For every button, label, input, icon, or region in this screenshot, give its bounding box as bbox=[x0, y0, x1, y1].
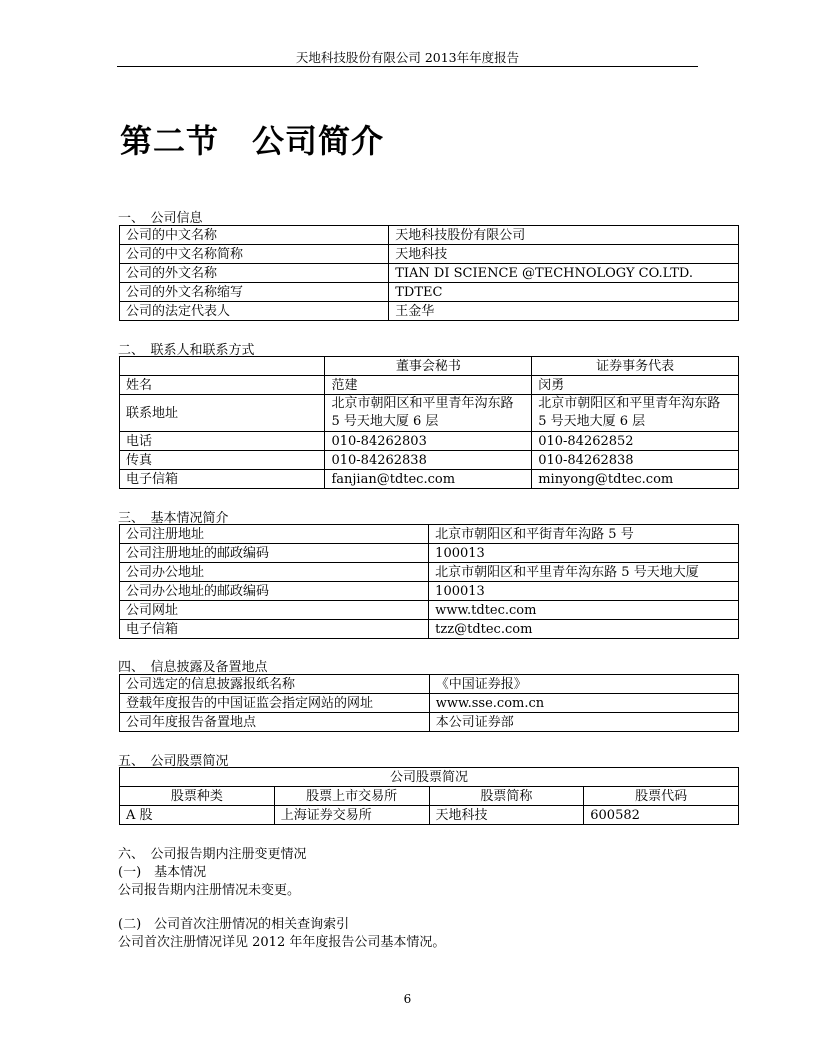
row-value: 天地科技股份有限公司 bbox=[389, 226, 739, 245]
table-row bbox=[120, 582, 739, 601]
row-label: 公司的中文名称简称 bbox=[120, 245, 389, 264]
row-label: 公司的外文名称 bbox=[120, 264, 389, 283]
row-label: 姓名 bbox=[120, 376, 325, 395]
section-3-title: 三、 基本情况简介 bbox=[118, 511, 229, 526]
row-label: 公司的法定代表人 bbox=[120, 302, 389, 321]
row-value: 北京市朝阳区和平街青年沟路 5 号 bbox=[429, 525, 739, 544]
column-header: 证券事务代表 bbox=[532, 357, 739, 376]
column-header: 董事会秘书 bbox=[325, 357, 532, 376]
table-row bbox=[120, 302, 739, 321]
row-label: 电子信箱 bbox=[120, 470, 325, 489]
table-row bbox=[120, 226, 739, 245]
cell: 600582 bbox=[584, 806, 739, 825]
row-label: 公司选定的信息披露报纸名称 bbox=[120, 675, 430, 694]
row-label: 公司办公地址 bbox=[120, 563, 429, 582]
cell: 闵勇 bbox=[532, 376, 739, 395]
table-caption-row bbox=[120, 768, 739, 787]
page-title: 第二节 公司简介 bbox=[120, 122, 385, 160]
table-row bbox=[120, 694, 739, 713]
table-row bbox=[120, 806, 739, 825]
header-rule bbox=[117, 66, 698, 67]
row-label: 公司的中文名称 bbox=[120, 226, 389, 245]
subsection-2-title: (二) 公司首次注册情况的相关查询索引 bbox=[118, 917, 350, 932]
table-row bbox=[120, 264, 739, 283]
row-value: TDTEC bbox=[389, 283, 739, 302]
table-row bbox=[120, 432, 739, 451]
page-number: 6 bbox=[403, 992, 412, 1006]
table-header-row bbox=[120, 357, 739, 376]
table-caption: 公司股票简况 bbox=[120, 768, 739, 787]
row-value: www.tdtec.com bbox=[429, 601, 739, 620]
row-value: 《中国证券报》 bbox=[429, 675, 738, 694]
subsection-1-title: (一) 基本情况 bbox=[118, 865, 207, 880]
cell: 北京市朝阳区和平里青年沟东路 5 号天地大厦 6 层 bbox=[532, 395, 739, 432]
header-empty-cell bbox=[120, 357, 325, 376]
column-header: 股票简称 bbox=[429, 787, 584, 806]
contacts-table bbox=[119, 356, 739, 489]
section-6-title: 六、 公司报告期内注册变更情况 bbox=[118, 847, 307, 862]
row-value: 天地科技 bbox=[389, 245, 739, 264]
table-row bbox=[120, 544, 739, 563]
disclosure-table bbox=[119, 674, 739, 732]
row-label: 公司年度报告备置地点 bbox=[120, 713, 430, 732]
cell: 天地科技 bbox=[429, 806, 584, 825]
row-value: 王金华 bbox=[389, 302, 739, 321]
row-label: 公司注册地址 bbox=[120, 525, 429, 544]
cell: 上海证券交易所 bbox=[274, 806, 429, 825]
row-value: tzz@tdtec.com bbox=[429, 620, 739, 639]
cell: 范建 bbox=[325, 376, 532, 395]
cell: 010-84262852 bbox=[532, 432, 739, 451]
cell: minyong@tdtec.com bbox=[532, 470, 739, 489]
cell: 010-84262838 bbox=[325, 451, 532, 470]
table-row bbox=[120, 470, 739, 489]
table-row bbox=[120, 395, 739, 432]
section-4-title: 四、 信息披露及备置地点 bbox=[118, 660, 268, 675]
table-row bbox=[120, 525, 739, 544]
row-label: 联系地址 bbox=[120, 395, 325, 432]
table-row bbox=[120, 675, 739, 694]
row-label: 公司网址 bbox=[120, 601, 429, 620]
row-label: 公司的外文名称缩写 bbox=[120, 283, 389, 302]
row-label: 公司办公地址的邮政编码 bbox=[120, 582, 429, 601]
column-header: 股票代码 bbox=[584, 787, 739, 806]
basic-info-table bbox=[119, 524, 739, 639]
section-5-title: 五、 公司股票简况 bbox=[118, 754, 229, 769]
row-value: www.sse.com.cn bbox=[429, 694, 738, 713]
cell: 北京市朝阳区和平里青年沟东路 5 号天地大厦 6 层 bbox=[325, 395, 532, 432]
cell: 010-84262803 bbox=[325, 432, 532, 451]
cell: fanjian@tdtec.com bbox=[325, 470, 532, 489]
row-value: TIAN DI SCIENCE @TECHNOLOGY CO.LTD. bbox=[389, 264, 739, 283]
subsection-2-text: 公司首次注册情况详见 2012 年年度报告公司基本情况。 bbox=[118, 935, 446, 950]
row-label: 登载年度报告的中国证监会指定网站的网址 bbox=[120, 694, 430, 713]
subsection-1-text: 公司报告期内注册情况未变更。 bbox=[118, 883, 301, 898]
row-label: 电子信箱 bbox=[120, 620, 429, 639]
row-value: 本公司证券部 bbox=[429, 713, 738, 732]
table-row bbox=[120, 283, 739, 302]
table-row bbox=[120, 563, 739, 582]
row-label: 公司注册地址的邮政编码 bbox=[120, 544, 429, 563]
column-header: 股票上市交易所 bbox=[274, 787, 429, 806]
table-header-row bbox=[120, 787, 739, 806]
section-1-title: 一、 公司信息 bbox=[118, 211, 203, 226]
table-row bbox=[120, 601, 739, 620]
row-value: 100013 bbox=[429, 544, 739, 563]
row-label: 传真 bbox=[120, 451, 325, 470]
section-2-title: 二、 联系人和联系方式 bbox=[118, 343, 255, 358]
row-label: 电话 bbox=[120, 432, 325, 451]
stock-table bbox=[119, 767, 739, 825]
cell: 010-84262838 bbox=[532, 451, 739, 470]
row-value: 北京市朝阳区和平里青年沟东路 5 号天地大厦 bbox=[429, 563, 739, 582]
table-row bbox=[120, 620, 739, 639]
table-row bbox=[120, 713, 739, 732]
table-row bbox=[120, 451, 739, 470]
column-header: 股票种类 bbox=[120, 787, 275, 806]
running-header: 天地科技股份有限公司 2013年年度报告 bbox=[295, 50, 520, 65]
company-info-table bbox=[119, 225, 739, 321]
cell: A 股 bbox=[120, 806, 275, 825]
table-row bbox=[120, 376, 739, 395]
table-row bbox=[120, 245, 739, 264]
row-value: 100013 bbox=[429, 582, 739, 601]
